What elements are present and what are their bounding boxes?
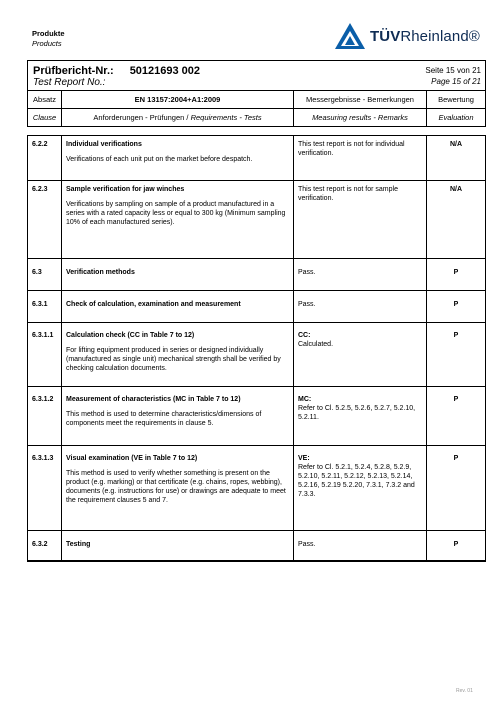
requirements-table [27,135,486,562]
table-row [28,446,485,531]
requirement-cell: Testing [62,531,294,560]
requirement-cell: Calculation check (CC in Table 7 to 12) For lifting equipment produced in series or designed individually (manufactured as single unit) mechanical strength shall be verified by checking calculation documents. [62,323,294,386]
evaluation-cell: P [453,301,459,308]
requirement-cell: Individual verifications Verifications of each unit put on the market before despatch. [62,136,294,180]
remark-cell: Pass. [294,291,427,322]
table-row [28,323,485,387]
requirement-cell: Check of calculation, examination and measurement [62,291,294,322]
report-number-line: Prüfbericht-Nr.: 50121693 002 [33,65,201,77]
clause-cell: 6.3 [28,259,62,290]
remark-cell: Pass. [294,531,427,560]
header-row-en: Clause Anforderungen - Prüfungen / Requirements - Tests Measuring results - Remarks Evaluation [28,108,485,126]
page-number-de: Seite 15 von 21 [425,66,481,75]
requirement-cell: Visual examination (VE in Table 7 to 12) This method is used to verify whether something is present on the product (e.g. marking) or that certificate (e.g. chains, ropes, webbing), documents (e.g. instructions for use) or drawings are adequate to meet the requirement clauses 5 and 7. [62,446,294,530]
clause-cell: 6.3.1.2 [28,387,62,445]
clause-cell: 6.2.2 [28,136,62,180]
tuv-logo [334,22,484,52]
category-de: Produkte [32,29,65,38]
clause-cell: 6.3.2 [28,531,62,560]
header-row-de: Absatz EN 13157:2004+A1:2009 Messergebnisse - Bemerkungen Bewertung [28,91,485,108]
evaluation-cell: P [453,541,459,548]
remark-cell: Pass. [294,259,427,290]
report-header [27,60,486,127]
clause-cell: 6.3.1 [28,291,62,322]
evaluation-cell: P [453,269,459,276]
table-row [28,181,485,259]
product-category [32,29,65,49]
requirement-cell: Measurement of characteristics (MC in Table 7 to 12) This method is used to determine characteristics/dimensions of components meet the requirements in clause 5. [62,387,294,445]
table-row [28,259,485,291]
triangle-logo-icon [334,22,366,50]
category-en: Products [32,39,62,48]
evaluation-cell: P [453,332,459,339]
remark-cell: This test report is not for sample verification. [294,181,427,258]
clause-cell: 6.2.3 [28,181,62,258]
remark-cell: This test report is not for individual verification. [294,136,427,180]
evaluation-cell: N/A [449,141,463,148]
clause-cell: 6.3.1.1 [28,323,62,386]
table-row [28,136,485,181]
evaluation-cell: P [453,455,459,462]
remark-cell: VE: Refer to Cl. 5.2.1, 5.2.4, 5.2.8, 5.2.9, 5.2.10, 5.2.11, 5.2.12, 5.2.13, 5.2.14, 5.2.16, 5.2.19 5.2.20, 7.3.1, 7.3.2 and 7.3.3. [294,446,427,530]
remark-cell: MC: Refer to Cl. 5.2.5, 5.2.6, 5.2.7, 5.2.10, 5.2.11. [294,387,427,445]
revision-footer: Rev. 01 [456,688,473,694]
table-row [28,291,485,323]
clause-cell: 6.3.1.3 [28,446,62,530]
evaluation-cell: P [453,396,459,403]
requirement-cell: Verification methods [62,259,294,290]
table-row [28,387,485,446]
evaluation-cell: N/A [449,186,463,193]
report-number-label-en: Test Report No.: [33,77,106,88]
remark-cell: CC: Calculated. [294,323,427,386]
report-number: 50121693 002 [129,65,201,77]
requirement-cell: Sample verification for jaw winches Verifications by sampling on sample of a product manufactured in a series with a rated capacity less or equal to 300 kg (Minimum sampling 10% of each manufactured series). [62,181,294,258]
brand-name: TÜVRheinland® [370,28,480,45]
page-number-en: Page 15 of 21 [431,77,481,86]
table-row [28,531,485,560]
